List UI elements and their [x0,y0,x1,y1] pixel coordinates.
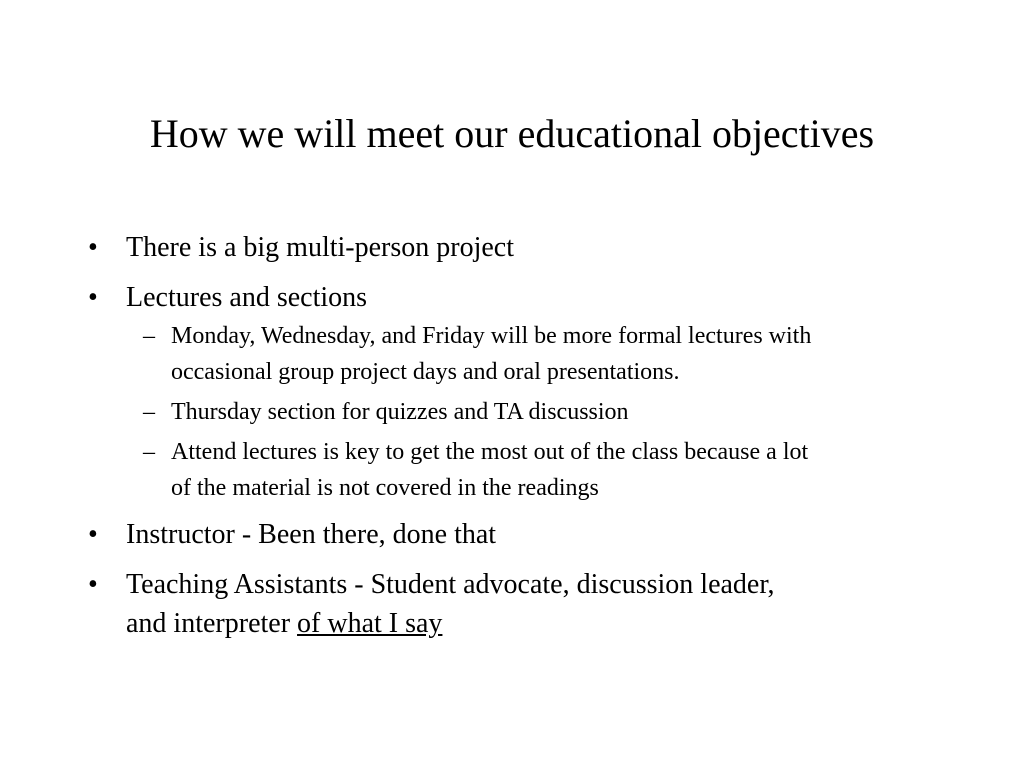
bullet-icon: • [88,519,98,550]
bullet-text: Lectures and sections [126,282,368,313]
bullet-text: and interpreter [126,608,298,639]
slide-title: How we will meet our educational objectives [149,111,875,156]
dash-icon: – [143,323,155,349]
sub-item-line: Monday, Wednesday, and Friday will be more formal lectures with [171,323,812,349]
sub-item-mwf-lectures [88,318,948,390]
bullet-item-project [88,228,948,267]
bullet-text: Instructor - Been there, done that [126,519,497,550]
sub-item-line: Attend lectures is key to get the most out of the class because a lot [171,439,809,465]
sub-item-thursday-section [88,394,948,430]
bullet-icon: • [88,569,98,600]
bullet-text: Teaching Assistants - Student advocate, discussion leader, [126,569,775,600]
sub-item-line: of the material is not covered in the readings [171,475,599,501]
bullet-list [88,228,948,643]
bullet-item-instructor [88,515,948,554]
underlined-text: of what I say [297,608,443,639]
bullet-icon: • [88,232,98,263]
dash-icon: – [143,399,155,425]
bullet-icon: • [88,282,98,313]
bullet-item-teaching-assistants [88,565,948,643]
bullet-text: There is a big multi-person project [126,232,514,263]
sub-item-line: occasional group project days and oral presentations. [171,359,680,385]
sub-item-attend-lectures [88,434,948,506]
bullet-text-line-2 [126,604,948,643]
sub-item-line: Thursday section for quizzes and TA discussion [171,399,629,425]
bullet-item-lectures [88,278,948,317]
dash-icon: – [143,439,155,465]
